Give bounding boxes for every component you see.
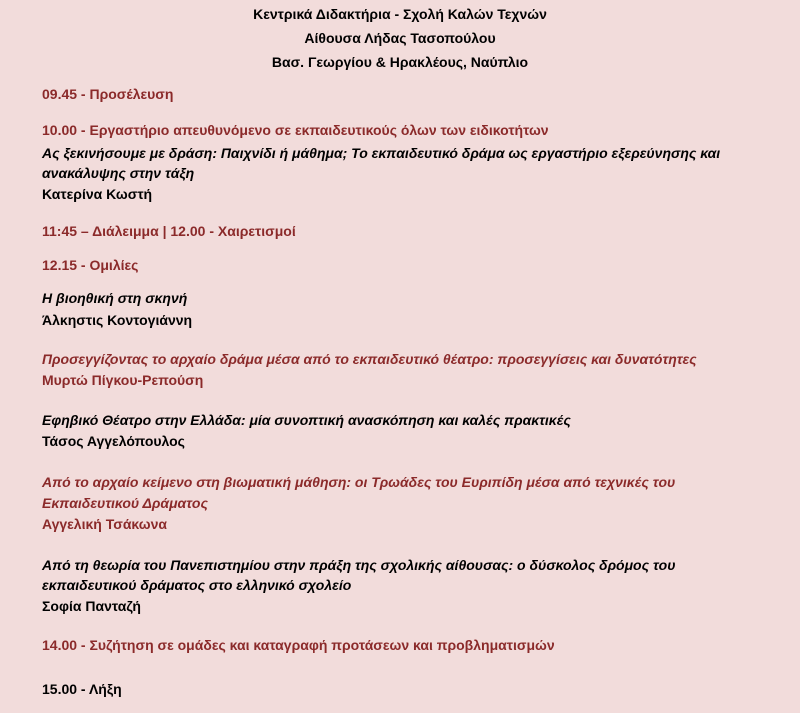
break-item: 11:45 – Διάλειμμα | 12.00 - Χαιρετισμοί — [42, 223, 296, 239]
venue-room: Αίθουσα Λήδας Τασοπούλου — [304, 30, 496, 46]
workshop-speaker: Κατερίνα Κωστή — [42, 186, 153, 202]
end-item: 15.00 - Λήξη — [42, 681, 122, 697]
talk-2-title: Προσεγγίζοντας το αρχαίο δράμα μέσα από το εκπαιδευτικό θέατρο: προσεγγίσεις και δυνατότητες — [42, 351, 697, 367]
venue-address: Βασ. Γεωργίου & Ηρακλέους, Ναύπλιο — [271, 54, 529, 70]
talks-heading: 12.15 - Ομιλίες — [42, 257, 139, 273]
talk-1-title: Η βιοηθική στη σκηνή — [42, 290, 188, 306]
talk-1-speaker: Άλκηστις Κοντογιάννη — [42, 312, 193, 328]
talk-4-title-line2: Εκπαιδευτικού Δράματος — [42, 495, 208, 511]
workshop-subtitle-line1: Ας ξεκινήσουμε με δράση: Παιχνίδι ή μάθημα; Το εκπαιδευτικό δράμα ως εργαστήριο εξερεύνησης και — [42, 145, 721, 161]
talk-3-title: Εφηβικό Θέατρο στην Ελλάδα: μία συνοπτική ανασκόπηση και καλές πρακτικές — [42, 412, 571, 428]
talk-2-speaker: Μυρτώ Πίγκου-Ρεπούση — [42, 372, 204, 388]
talk-4-speaker: Αγγελική Τσάκωνα — [42, 516, 167, 532]
talk-5-speaker: Σοφία Πανταζή — [42, 598, 141, 614]
discussion-item: 14.00 - Συζήτηση σε ομάδες και καταγραφή προτάσεων και προβληματισμών — [42, 637, 555, 653]
talk-4-title-line1: Από το αρχαίο κείμενο στη βιωματική μάθηση: οι Τρωάδες του Ευριπίδη μέσα από τεχνικές του — [42, 474, 676, 490]
talk-3-speaker: Τάσος Αγγελόπουλος — [42, 433, 185, 449]
arrival-item: 09.45 - Προσέλευση — [42, 86, 174, 102]
workshop-subtitle-line2: ανακάλυψης στην τάξη — [42, 165, 195, 181]
talk-5-title-line2: εκπαιδευτικού δράματος στο ελληνικό σχολείο — [42, 577, 352, 593]
workshop-title: 10.00 - Εργαστήριο απευθυνόμενο σε εκπαιδευτικούς όλων των ειδικοτήτων — [42, 122, 549, 138]
talk-5-title-line1: Από τη θεωρία του Πανεπιστημίου στην πράξη της σχολικής αίθουσας: ο δύσκολος δρόμος του — [42, 557, 676, 573]
venue-building: Κεντρικά Διδακτήρια - Σχολή Καλών Τεχνών — [253, 6, 547, 22]
